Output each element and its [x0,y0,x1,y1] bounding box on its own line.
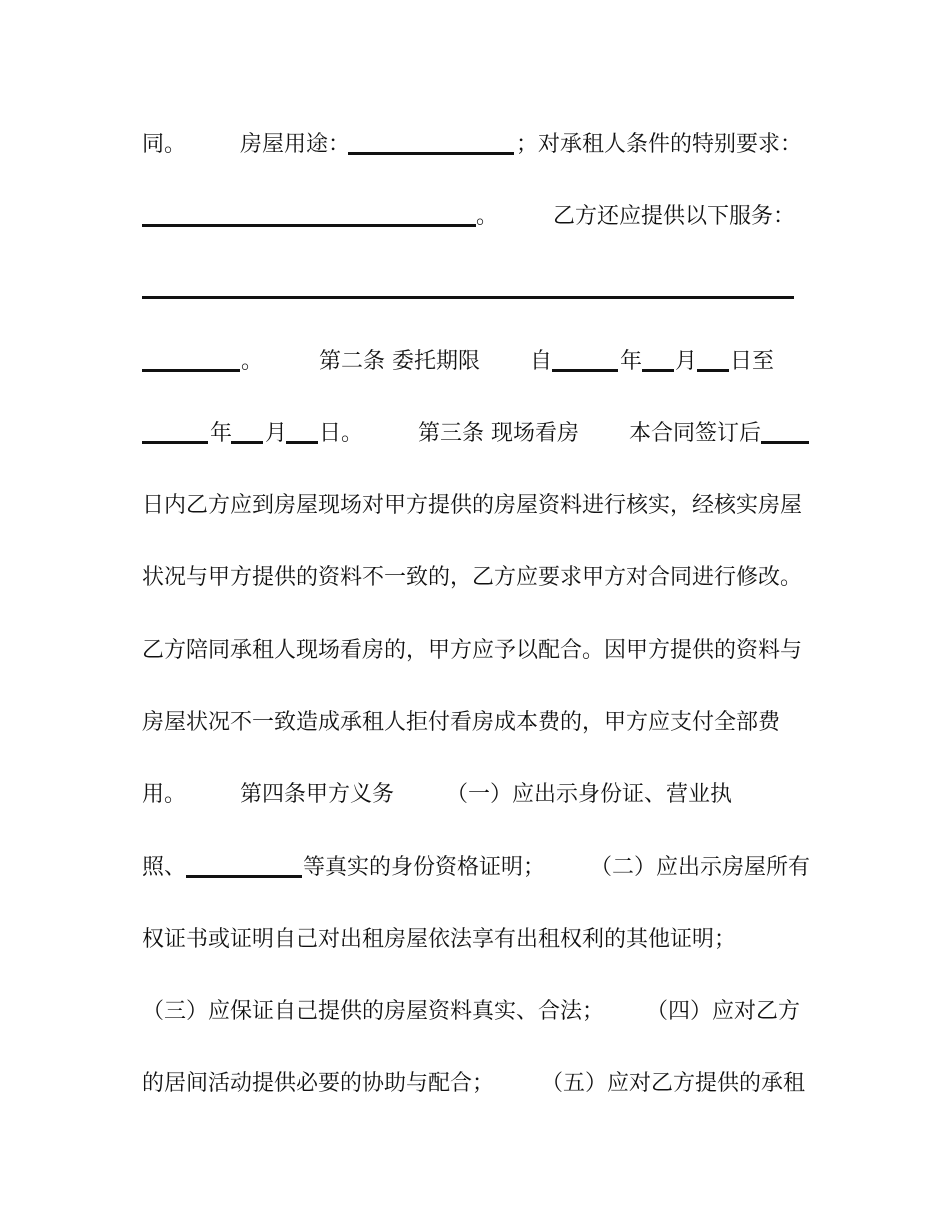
fill-in-blank [142,296,794,299]
text-segment: 本合同签订后 [629,421,762,446]
text-segment: （一）应出示身份证、营业执 [446,782,733,807]
fill-in-blank [142,224,476,227]
text-segment: 。 [476,204,499,229]
text-segment: 房屋用途： [240,132,351,157]
text-segment: 自 [530,349,553,374]
fill-in-blank [231,441,263,444]
text-segment: 权证书或证明自己对出租房屋依法享有出租权利的其他证明； [142,927,737,952]
text-segment: 日至 [730,349,775,374]
text-segment: 照、 [142,855,187,880]
fill-in-blank [286,441,318,444]
fill-in-blank [142,369,240,372]
text-segment: 乙方还应提供以下服务： [553,204,796,229]
text-segment: （四）应对乙方 [646,999,801,1024]
text-segment: 第三条 现场看房 [418,421,579,446]
text-segment: 年 [620,349,643,374]
text-segment: （二）应出示房屋所有 [590,855,811,880]
text-segment: 第四条甲方义务 [240,782,395,807]
fill-in-blank [642,369,674,372]
text-segment: 日内乙方应到房屋现场对甲方提供的房屋资料进行核实，经核实房屋 [142,493,803,518]
text-segment: 年 [210,421,233,446]
text-segment: （三）应保证自己提供的房屋资料真实、合法； [142,999,605,1024]
text-segment: 同。 [142,132,187,157]
text-segment: 月 [265,421,288,446]
text-segment: 用。 [142,782,187,807]
fill-in-blank [552,369,618,372]
text-segment: 等真实的身份资格证明； [303,855,546,880]
text-segment: 第二条 委托期限 [319,349,480,374]
text-segment: 月 [675,349,698,374]
fill-in-blank [142,441,208,444]
text-segment: 状况与甲方提供的资料不一致的，乙方应要求甲方对合同进行修改。 [142,565,803,590]
text-segment: （五）应对乙方提供的承租 [541,1071,806,1096]
text-segment: 乙方陪同承租人现场看房的，甲方应予以配合。因甲方提供的资料与 [142,638,803,663]
fill-in-blank [348,152,514,155]
text-segment: 房屋状况不一致造成承租人拒付看房成本费的，甲方应支付全部费 [142,710,781,735]
fill-in-blank [761,441,809,444]
text-segment: 的居间活动提供必要的协助与配合； [142,1071,495,1096]
text-segment: 。 [241,349,264,374]
fill-in-blank [186,875,302,878]
fill-in-blank [697,369,729,372]
text-segment: ；对承租人条件的特别要求： [516,132,803,157]
text-segment: 日。 [319,421,364,446]
